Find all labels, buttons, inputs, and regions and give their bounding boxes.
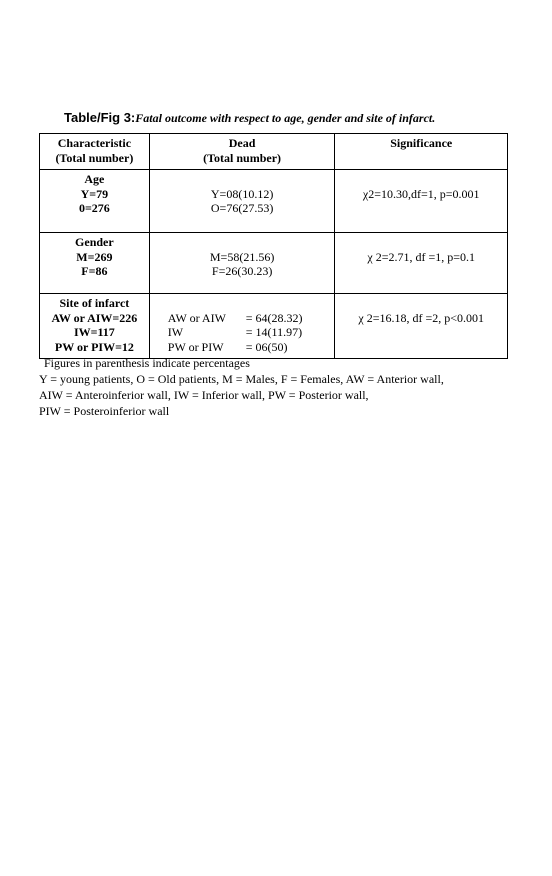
dead-entry [168,325,333,340]
characteristic-line: IW=117 [73,325,115,339]
header-significance-line: Significance [390,136,453,150]
characteristic-line: Y=79 [80,186,109,201]
table-row-age [40,170,508,233]
characteristic-line: Gender [75,235,114,249]
header-characteristic-line: (Total number) [55,150,134,165]
dead-line: M=58(21.56) [209,249,275,264]
characteristic-line: F=86 [81,264,108,278]
significance-cell [335,170,508,233]
dead-entry-value: = 14(11.97) [245,325,303,339]
dead-entry-value: = 06(50) [245,339,288,354]
dead-entry [168,340,333,355]
dead-line: F=26(30.23) [211,264,273,278]
header-dead-line: (Total number) [203,150,282,165]
significance-cell [335,233,508,294]
characteristic-line: 0=276 [78,201,110,215]
characteristic-line: Site of infarct [59,296,130,310]
dead-entry-label: AW or AIW [167,310,226,325]
characteristic-line: AW or AIW=226 [51,310,138,325]
table-row-gender [40,233,508,294]
header-characteristic [40,134,150,170]
significance-line: χ 2=16.18, df =2, p<0.001 [358,310,485,325]
significance-line: χ2=10.30,df=1, p=0.001 [362,186,480,201]
table-row-site-of-infarct [40,294,508,359]
significance-cell [335,294,508,359]
caption-label: Table/Fig 3: [64,110,136,125]
header-significance [335,134,508,170]
footnote-parenthesis: Figures in parenthesis indicate percentages [44,356,250,370]
table-header-row [40,134,508,170]
header-characteristic-line: Characteristic [57,136,132,150]
table-footnotes [39,355,444,419]
table-caption [64,110,524,126]
significance-line: χ 2=2.71, df =1, p=0.1 [367,249,476,264]
header-dead [149,134,335,170]
characteristic-cell [40,170,150,233]
characteristic-line: PW or PIW=12 [54,339,134,354]
characteristic-line: Age [84,172,105,186]
characteristic-cell [40,233,150,294]
header-dead-line: Dead [228,136,256,150]
dead-cell [149,294,335,359]
footnote-abbreviations-line: PIW = Posteroinferior wall [39,404,170,418]
dead-entry-label: IW [167,325,184,339]
caption-text: Fatal outcome with respect to age, gender and site of infarct. [135,111,436,125]
dead-entry-label: PW or PIW [167,339,224,354]
characteristic-cell [40,294,150,359]
fatal-outcome-table [39,133,508,359]
dead-entry-value: = 64(28.32) [245,310,303,325]
dead-entry [168,311,333,326]
dead-cell [149,233,335,294]
dead-cell [149,170,335,233]
dead-line: Y=08(10.12) [210,186,274,201]
footnote-abbreviations-line: Y = young patients, O = Old patients, M = Males, F = Females, AW = Anterior wall, [39,372,444,386]
dead-line: O=76(27.53) [210,201,274,215]
characteristic-line: M=269 [76,249,113,264]
footnote-abbreviations-line: AIW = Anteroinferior wall, IW = Inferior wall, PW = Posterior wall, [39,388,369,402]
